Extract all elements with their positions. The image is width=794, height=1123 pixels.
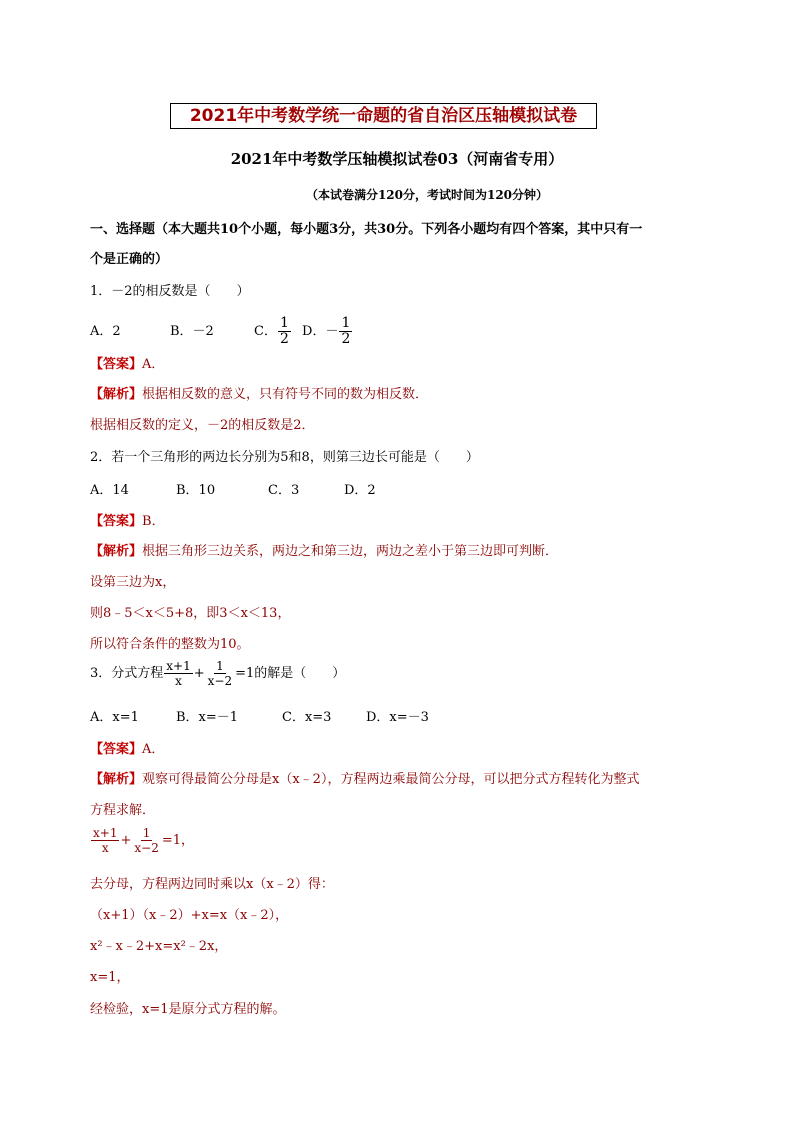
q2-stem: 2．若一个三角形的两边长分别为5和8，则第三边长可能是（ ） xyxy=(90,450,479,465)
q2-option-a: A．14 xyxy=(90,483,129,498)
q3-step2: （x+1）（x﹣2）+x=x（x﹣2）， xyxy=(90,908,289,923)
q3-options xyxy=(90,706,429,725)
q1-analysis-line1: 【解析】根据相反数的意义，只有符号不同的数为相反数． xyxy=(90,387,429,402)
q3-option-d: D．x=－3 xyxy=(366,710,429,725)
q3-answer: 【答案】A． xyxy=(90,742,165,757)
q3-step4: x=1， xyxy=(90,970,130,985)
q2-option-d: D．2 xyxy=(344,483,376,498)
q3-step1: 去分母，方程两边同时乘以x（x﹣2）得： xyxy=(90,877,334,892)
q1-option-c: C． $\frac{1}{2}$ xyxy=(254,315,289,347)
q1-option-d: D．－ $\frac{1}{2}$ xyxy=(302,315,351,347)
q1-analysis-line2: 根据相反数的定义，－2的相反数是2． xyxy=(90,418,315,433)
q3-option-b: B．x=－1 xyxy=(176,710,239,725)
q1-options xyxy=(90,316,353,347)
q2-option-c: C．3 xyxy=(268,483,300,498)
q3-step5: 经检验，x=1是原分式方程的解。 xyxy=(90,1002,286,1017)
section-heading-line1: 一、选择题（本大题共10个小题，每小题3分，共30分。下列各小题均有四个答案，其中只有一 xyxy=(90,222,643,237)
q2-analysis-line4: 所以符合条件的整数为10。 xyxy=(90,637,250,652)
q1-stem: 1．－2的相反数是（ ） xyxy=(90,284,250,299)
q2-options xyxy=(90,479,376,498)
q3-step3: x²﹣x﹣2+x=x²﹣2x， xyxy=(90,939,228,954)
q1-option-b: B．－2 xyxy=(170,324,214,339)
q3-analysis-line2: 方程求解． xyxy=(90,803,156,818)
section-heading-line2: 个是正确的） xyxy=(90,252,169,267)
q1-option-a: A．2 xyxy=(90,324,121,339)
q2-answer: 【答案】B． xyxy=(90,514,165,529)
q2-analysis-line1: 【解析】根据三角形三边关系，两边之和第三边，两边之差小于第三边即可判断． xyxy=(90,544,559,559)
exam-subtitle: （本试卷满分120分，考试时间为120分钟） xyxy=(305,188,549,202)
q2-analysis-line3: 则8﹣5＜x＜5+8，即3＜x＜13， xyxy=(90,606,291,621)
q1-answer: 【答案】A． xyxy=(90,357,165,372)
q3-option-a: A．x=1 xyxy=(90,710,139,725)
series-banner: 2021年中考数学统一命题的省自治区压轴模拟试卷 xyxy=(170,103,597,129)
q3-equation: $\frac{x+1}{x}$ + $\frac{1}{x-2}$ =1， xyxy=(93,826,195,855)
q3-stem: 3．分式方程 $\frac{x+1}{x}$ + $\frac{1}{x-2}$ =1的解是（ ） xyxy=(90,659,346,688)
q3-analysis-line1: 【解析】观察可得最简公分母是x（x﹣2），方程两边乘最简公分母，可以把分式方程转化为整式 xyxy=(90,772,640,787)
exam-title: 2021年中考数学压轴模拟试卷03（河南省专用） xyxy=(230,150,564,168)
q2-analysis-line2: 设第三边为x， xyxy=(90,575,176,590)
q2-option-b: B．10 xyxy=(176,483,216,498)
q3-option-c: C．x=3 xyxy=(282,710,332,725)
